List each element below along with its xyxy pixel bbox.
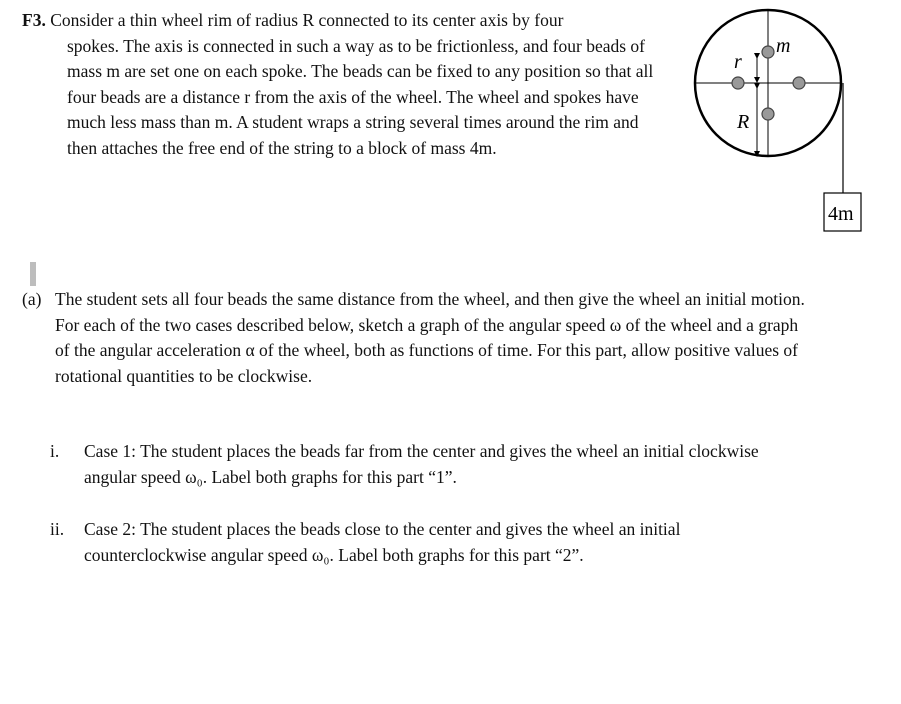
part-a (22, 287, 822, 386)
case-1-text: Case 1: The student places the beads far from the center and gives the wheel an initial clockwise angular speed ω₀. Label both graphs for this part “1”. (84, 441, 759, 487)
part-a-label: (a) (22, 289, 42, 309)
bead (793, 77, 805, 89)
label-m: m (776, 35, 791, 57)
case-2-text: Case 2: The student places the beads close to the center and gives the wheel an initial counterclockwise angular speed ω₀. Label both graphs for this part “2”. (84, 519, 681, 565)
problem-intro-text: spokes. The axis is connected in such a way as to be frictionless, and four beads of mass m are set one on each spoke. The beads can be fixed to any position so that all four beads are a distance r from the axis of the wheel. The wheel and spokes have much less mass than m. A student wraps a string several times around the rim and then attaches the free end of the string to a block of mass 4m. (67, 35, 654, 158)
problem-intro-first-line: Consider a thin wheel rim of radius R connected to its center axis by four (50, 10, 564, 30)
bead (762, 46, 774, 58)
block-label: 4m (828, 203, 854, 225)
bead (762, 108, 774, 120)
case-1-label: i. (50, 441, 60, 461)
label-r: r (734, 51, 742, 73)
problem-label: F3. (22, 10, 46, 30)
case-2 (50, 517, 810, 565)
case-2-label: ii. (50, 519, 65, 539)
bead (732, 77, 744, 89)
label-R: R (737, 111, 750, 133)
case-1 (50, 439, 810, 487)
text-cursor (30, 262, 36, 286)
part-a-text: The student sets all four beads the same distance from the wheel, and then give the wheel an initial motion. For each of the two cases described below, sketch a graph of the angular speed ω of the wheel and a graph of the angular acceleration α of the wheel, both as functions of time. For this part, allow positive values of rotational quantities to be clockwise. (55, 289, 805, 386)
